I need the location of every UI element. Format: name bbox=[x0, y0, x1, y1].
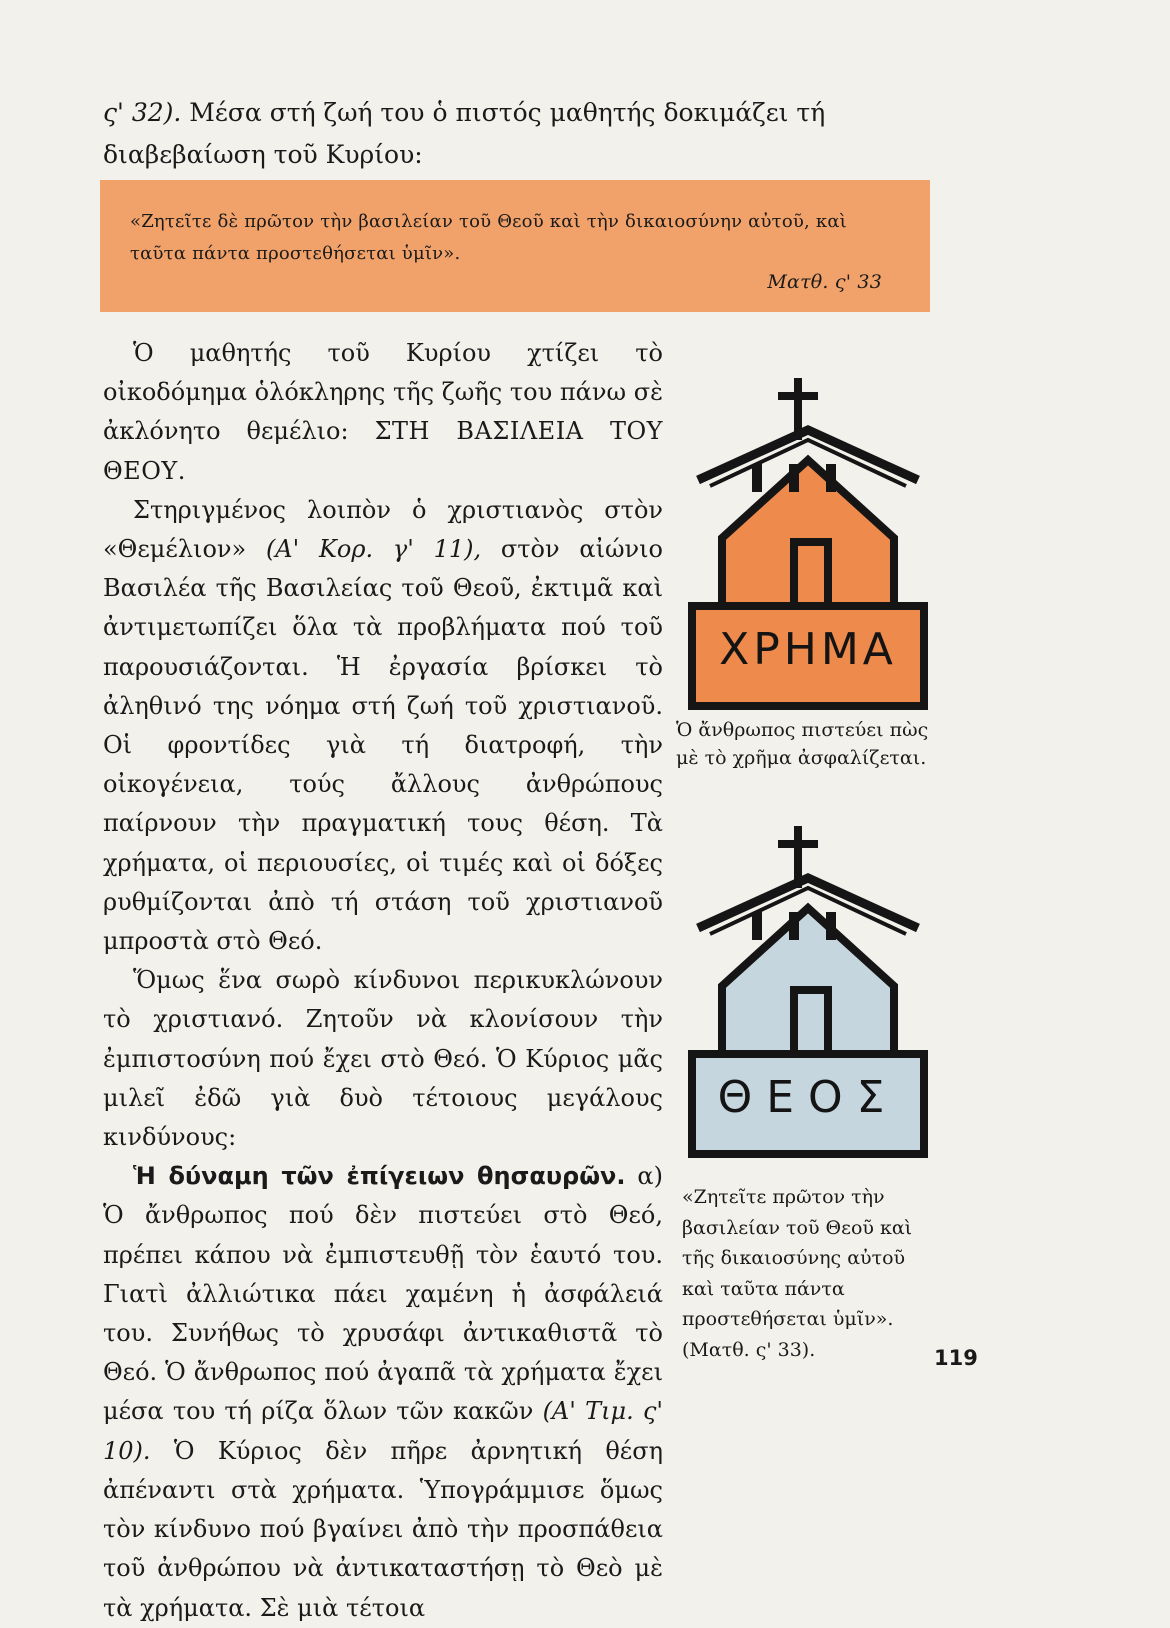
god-caption: «Ζητεῖτε πρῶτον τὴν βασιλείαν τοῦ Θεοῦ καὶ τῆς δικαιοσύνης αὐτοῦ καὶ ταῦτα πάντα προστεθήσεται ὑμῖν». (Ματθ. ς' 33). bbox=[682, 1186, 913, 1361]
kingdom-of-god-caps: ΣΤΗ ΒΑΣΙΛΕΙΑ ΤΟΥ ΘΕΟΥ. bbox=[103, 417, 663, 485]
paragraph-earthly-treasures bbox=[103, 1157, 663, 1627]
church-wall bbox=[722, 460, 894, 606]
paragraph-foundation-text: Ὁ μαθητής τοῦ Κυρίου χτίζει τὸ οἰκοδόμημα ὁλόκληρης τῆς ζωῆς του πάνω σὲ ἀκλόνητο θεμέλιο: bbox=[103, 339, 663, 446]
intro-reference: ς' 32). bbox=[103, 98, 182, 127]
god-label: ΘΕΟΣ bbox=[717, 1072, 899, 1123]
paragraph-earthly-text-b: Ὁ Κύριος δὲν πῆρε ἀρνητική θέση ἀπέναντι στὰ χρήματα. Ὑπογράμμισε ὅμως τὸν κίνδυνο πού βγαίνει ἀπὸ τὴν προσπάθεια τοῦ ἀνθρώπου νὰ ἀντικαταστήσῃ τὸ Θεὸ μὲ τὰ χρήματα. Σὲ μιὰ τέτοια bbox=[103, 1436, 663, 1622]
intro-paragraph bbox=[103, 92, 933, 176]
paragraph-dangers: Ὅμως ἕνα σωρὸ κίνδυνοι περικυκλώνουν τὸ χριστιανό. Ζητοῦν νὰ κλονίσουν τὴν ἐμπιστοσύνη πού ἔχει στὸ Θεό. Ὁ Κύριος μᾶς μιλεῖ ἐδῶ γιὰ δυὸ τέτοιους μεγάλους κινδύνους: bbox=[103, 966, 663, 1152]
money-caption: Ὁ ἄνθρωπος πιστεύει πὼς μὲ τὸ χρῆμα ἀσφαλίζεται. bbox=[676, 719, 929, 769]
quote-reference: Ματθ. ς' 33 bbox=[767, 271, 882, 293]
main-text-column bbox=[103, 334, 663, 1628]
church-wall bbox=[722, 908, 894, 1054]
paragraph-christian bbox=[103, 491, 663, 961]
earthly-treasures-heading: Ἡ δύναμη τῶν ἐπίγειων θησαυρῶν. bbox=[133, 1162, 626, 1191]
paragraph-earthly-text-a: α) Ὁ ἄνθρωπος πού δὲν πιστεύει στὸ Θεό, πρέπει κάπου νὰ ἐμπιστευθῇ τὸν ἑαυτό του. Γιατὶ ἀλλιώτικα πάει χαμένη ἡ ἀσφάλειά του. Συνήθως τὸ χρυσάφι ἀντικαθιστᾶ τὸ Θεό. Ὁ ἄνθρωπος πού ἀγαπᾶ τὰ χρήματα ἔχει μέσα του τή ρίζα ὅλων τῶν κακῶν bbox=[103, 1162, 663, 1426]
intro-text: Μέσα στή ζωή του ὁ πιστός μαθητής δοκιμάζει τή διαβεβαίωση τοῦ Κυρίου: bbox=[103, 98, 826, 169]
money-label: ΧΡΗΜΑ bbox=[719, 624, 897, 675]
highlighted-quote-box bbox=[100, 180, 930, 312]
paragraph-foundation bbox=[103, 334, 663, 491]
god-church-illustration bbox=[688, 826, 928, 1160]
page-number: 119 bbox=[934, 1346, 978, 1370]
corinthians-reference: (Α' Κορ. γ' 11), bbox=[265, 535, 482, 564]
quote-text: «Ζητεῖτε δὲ πρῶτον τὴν βασιλείαν τοῦ Θεοῦ καὶ τὴν δικαιοσύνην αὐτοῦ, καὶ ταῦτα πάντα προστεθήσεται ὑμῖν». bbox=[130, 211, 847, 264]
money-church-illustration bbox=[688, 378, 928, 712]
paragraph-christian-text-a: Στηριγμένος λοιπὸν ὁ χριστιανὸς στὸν «Θεμέλιον» bbox=[103, 495, 663, 564]
timothy-reference: (Α' Τιμ. ς' 10). bbox=[103, 1397, 663, 1465]
paragraph-christian-text-b: στὸν αἰώνιο Βασιλέα τῆς Βασιλείας τοῦ Θεοῦ, ἐκτιμᾶ καὶ ἀντιμετωπίζει ὅλα τὰ προβλήματα πού τοῦ παρουσιάζονται. Ἡ ἐργασία βρίσκει τὸ ἀληθινό της νόημα στή ζωή τοῦ χριστιανοῦ. Οἱ φροντίδες γιὰ τή διατροφή, τὴν οἰκογένεια, τούς ἄλλους ἀνθρώπους παίρνουν τὴν πραγματική τους θέση. Τὰ χρήματα, οἱ περιουσίες, οἱ τιμές καὶ οἱ δόξες ρυθμίζονται ἀπὸ τή στάση τοῦ χριστιανοῦ μπροστὰ στὸ Θεό. bbox=[103, 535, 663, 956]
